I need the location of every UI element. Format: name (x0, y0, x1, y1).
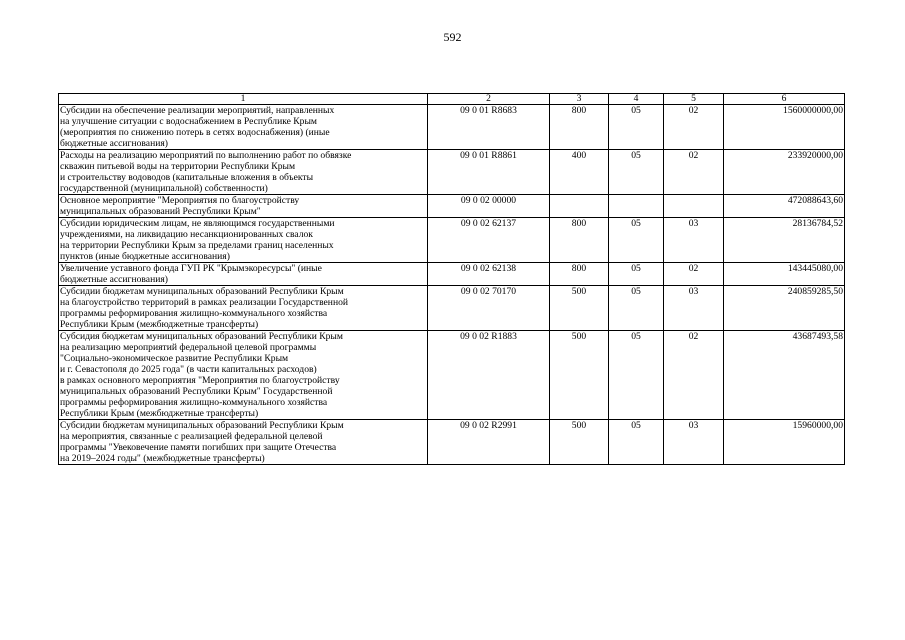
row-amount: 472088643,60 (724, 195, 845, 218)
row-amount: 43687493,58 (724, 331, 845, 420)
row-target-code: 09 0 02 62138 (428, 263, 550, 286)
row-subsection: 02 (664, 331, 724, 420)
row-amount: 15960000,00 (724, 420, 845, 465)
row-expense-type: 400 (550, 150, 609, 195)
row-amount: 233920000,00 (724, 150, 845, 195)
row-target-code: 09 0 01 R8861 (428, 150, 550, 195)
row-target-code: 09 0 02 70170 (428, 286, 550, 331)
row-amount: 143445080,00 (724, 263, 845, 286)
budget-table (58, 93, 845, 465)
table-row (59, 105, 845, 150)
table-row (59, 420, 845, 465)
row-description: Субсидии бюджетам муниципальных образований Республики Крым на мероприятия, связанные с реализацией федеральной целевой программы "Увековечение памяти погибших при защите Отечества на 2019–2024 годы" (межбюджетные трансферты) (59, 420, 428, 465)
row-target-code: 09 0 02 R1883 (428, 331, 550, 420)
row-expense-type: 500 (550, 286, 609, 331)
column-header: 6 (724, 94, 845, 105)
row-description: Субсидии бюджетам муниципальных образований Республики Крым на благоустройство территорий в рамках реализации Государственной программы реформирования жилищно-коммунального хозяйства Республики Крым (межбюджетные трансферты) (59, 286, 428, 331)
row-target-code: 09 0 02 62137 (428, 218, 550, 263)
row-expense-type: 800 (550, 105, 609, 150)
row-subsection: 02 (664, 150, 724, 195)
row-amount: 1560000000,00 (724, 105, 845, 150)
row-subsection: 03 (664, 420, 724, 465)
table-row (59, 218, 845, 263)
row-subsection (664, 195, 724, 218)
table-row (59, 331, 845, 420)
row-description: Основное мероприятие "Мероприятия по благоустройству муниципальных образований Республики Крым" (59, 195, 428, 218)
row-target-code: 09 0 02 R2991 (428, 420, 550, 465)
row-section: 05 (609, 420, 664, 465)
row-amount: 28136784,52 (724, 218, 845, 263)
row-description: Субсидии на обеспечение реализации мероприятий, направленных на улучшение ситуации с водоснабжением в Республике Крым (мероприятия по снижению потерь в сетях водоснабжения) (иные бюджетные ассигнования) (59, 105, 428, 150)
row-expense-type: 500 (550, 420, 609, 465)
row-section: 05 (609, 331, 664, 420)
column-header: 2 (428, 94, 550, 105)
row-expense-type: 800 (550, 263, 609, 286)
page-number: 592 (443, 30, 462, 44)
row-subsection: 03 (664, 286, 724, 331)
row-section: 05 (609, 105, 664, 150)
row-section: 05 (609, 286, 664, 331)
column-header: 3 (550, 94, 609, 105)
row-target-code: 09 0 01 R8683 (428, 105, 550, 150)
row-amount: 240859285,50 (724, 286, 845, 331)
table-row (59, 150, 845, 195)
row-section: 05 (609, 218, 664, 263)
row-description: Увеличение уставного фонда ГУП РК "Крымэкоресурсы" (иные бюджетные ассигнования) (59, 263, 428, 286)
row-subsection: 02 (664, 263, 724, 286)
row-description: Субсидии юридическим лицам, не являющимся государственными учреждениями, на ликвидацию несанкционированных свалок на территории Республики Крым за пределами границ населенных пунктов (иные бюджетные ассигнования) (59, 218, 428, 263)
column-header: 1 (59, 94, 428, 105)
row-description: Расходы на реализацию мероприятий по выполнению работ по обвязке скважин питьевой воды на территории Республики Крым и строительству водоводов (капитальные вложения в объекты государственной (муниципальной) собственности) (59, 150, 428, 195)
row-target-code: 09 0 02 00000 (428, 195, 550, 218)
column-header: 5 (664, 94, 724, 105)
table-row (59, 195, 845, 218)
row-expense-type: 800 (550, 218, 609, 263)
row-section: 05 (609, 150, 664, 195)
row-description: Субсидия бюджетам муниципальных образований Республики Крым на реализацию мероприятий федеральной целевой программы "Социально-экономическое развитие Республики Крым и г. Севастополя до 2025 года" (в части капитальных расходов) в рамках основного мероприятия "Мероприятия по благоустройству муниципальных образований Республики Крым" Государственной программы реформирования жилищно-коммунального хозяйства Республики Крым (межбюджетные трансферты) (59, 331, 428, 420)
table-row (59, 263, 845, 286)
table-header-row (59, 94, 845, 105)
row-subsection: 02 (664, 105, 724, 150)
column-header: 4 (609, 94, 664, 105)
row-section (609, 195, 664, 218)
table-row (59, 286, 845, 331)
row-expense-type (550, 195, 609, 218)
row-subsection: 03 (664, 218, 724, 263)
row-section: 05 (609, 263, 664, 286)
row-expense-type: 500 (550, 331, 609, 420)
